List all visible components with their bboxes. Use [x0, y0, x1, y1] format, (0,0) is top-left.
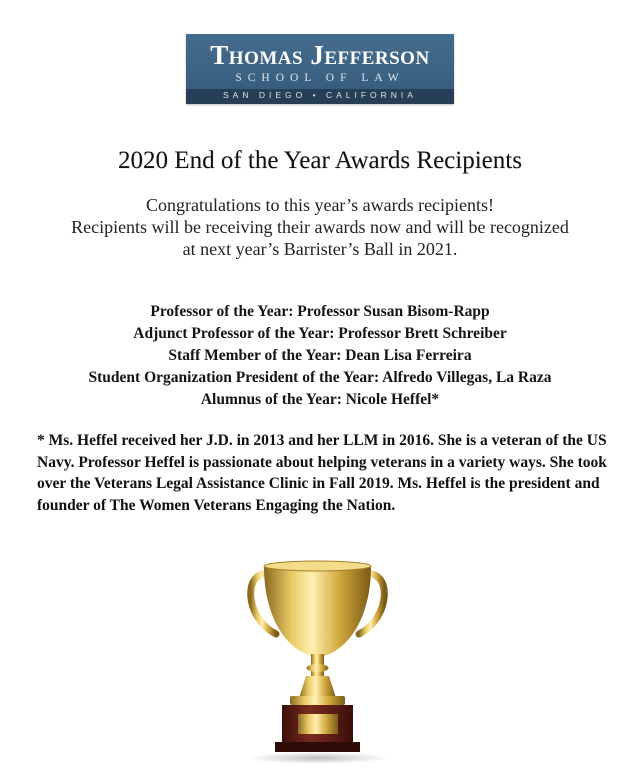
award-adjunct-professor-of-the-year: Adjunct Professor of the Year: Professor Brett Schreiber	[133, 325, 507, 342]
award-staff-member-of-the-year: Staff Member of the Year: Dean Lisa Ferreira	[168, 347, 472, 364]
logo-location: SAN DIEGO • CALIFORNIA	[223, 90, 417, 100]
logo-school-name: Thomas Jefferson	[210, 40, 430, 70]
awards-list	[20, 301, 620, 411]
award-alumnus-of-the-year: Alumnus of the Year: Nicole Heffel*	[200, 391, 440, 408]
intro-text	[30, 194, 610, 260]
award-professor-of-the-year: Professor of the Year: Professor Susan Bisom-Rapp	[150, 303, 490, 320]
school-logo	[186, 34, 454, 104]
intro-line: Recipients will be receiving their awards now and will be recognized	[71, 217, 569, 237]
intro-line: at next year’s Barrister’s Ball in 2021.	[182, 239, 458, 259]
award-student-org-president-of-the-year: Student Organization President of the Year: Alfredo Villegas, La Raza	[88, 369, 552, 386]
logo-subtitle: SCHOOL OF LAW	[235, 72, 405, 84]
page-title: 2020 End of the Year Awards Recipients	[118, 147, 522, 174]
trophy-icon	[240, 556, 395, 766]
alumnus-footnote: * Ms. Heffel received her J.D. in 2013 and her LLM in 2016. She is a veteran of the US Navy. Professor Heffel is passionate about helping veterans in a variety ways. She took over the Veterans Legal Assistance Clinic in Fall 2019. Ms. Heffel is the president and founder of The Women Veterans Engaging the Nation.	[37, 432, 607, 514]
intro-line: Congratulations to this year’s awards recipients!	[145, 195, 495, 215]
